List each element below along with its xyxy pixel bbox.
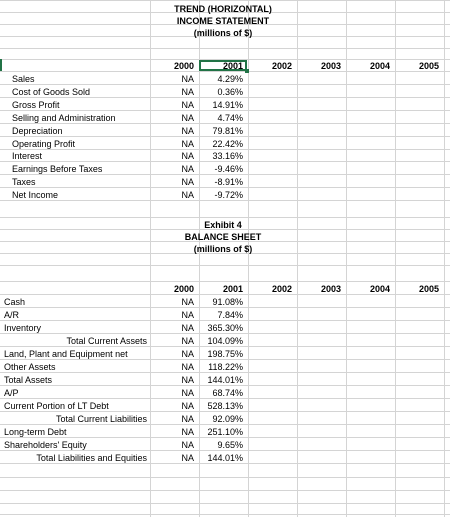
grid-line (0, 84, 450, 85)
value-2000[interactable]: NA (181, 375, 194, 385)
value-2001[interactable]: 4.74% (217, 113, 243, 123)
grid-line (0, 372, 450, 373)
row-label[interactable]: A/R (4, 310, 20, 320)
value-2000[interactable]: NA (181, 388, 194, 398)
year-cell[interactable]: 2000 (173, 284, 194, 294)
grid-line (0, 217, 450, 218)
grid-line (0, 97, 450, 98)
value-2000[interactable]: NA (181, 177, 194, 187)
income-title-3: (millions of $) (193, 28, 253, 38)
year-cell[interactable]: 2004 (369, 61, 390, 71)
value-2001[interactable]: 251.10% (207, 427, 243, 437)
value-2001[interactable]: -9.46% (214, 164, 243, 174)
grid-line (0, 333, 450, 334)
grid-line (0, 123, 450, 124)
value-2000[interactable]: NA (181, 362, 194, 372)
grid-line (0, 307, 450, 308)
grid-line (0, 411, 450, 412)
grid-line (395, 0, 396, 517)
value-2000[interactable]: NA (181, 427, 194, 437)
value-2000[interactable]: NA (181, 190, 194, 200)
value-2001[interactable]: -8.91% (214, 177, 243, 187)
row-label[interactable]: Operating Profit (12, 139, 76, 149)
grid-line (297, 0, 298, 517)
value-2000[interactable]: NA (181, 113, 194, 123)
value-2000[interactable]: NA (181, 74, 194, 84)
year-cell[interactable]: 2003 (320, 61, 341, 71)
value-2000[interactable]: NA (181, 297, 194, 307)
year-cell[interactable]: 2001 (222, 61, 243, 71)
value-2000[interactable]: NA (181, 453, 194, 463)
grid-line (0, 161, 450, 162)
value-2001[interactable]: 0.36% (217, 87, 243, 97)
income-title-1: TREND (HORIZONTAL) (174, 4, 272, 14)
value-2000[interactable]: NA (181, 440, 194, 450)
row-label[interactable]: Cost of Goods Sold (12, 87, 91, 97)
grid-line (0, 281, 450, 282)
grid-line (0, 424, 450, 425)
grid-line (0, 149, 450, 150)
grid-line (0, 514, 450, 515)
grid-line (0, 385, 450, 386)
value-2001[interactable]: 365.30% (207, 323, 243, 333)
balance-title-1: Exhibit 4 (204, 220, 242, 230)
grid-line (0, 503, 450, 504)
grid-line (0, 359, 450, 360)
value-2001[interactable]: 22.42% (212, 139, 243, 149)
year-cell[interactable]: 2005 (418, 284, 439, 294)
grid-line (0, 0, 450, 1)
value-2000[interactable]: NA (181, 336, 194, 346)
row-label[interactable]: Inventory (4, 323, 42, 333)
grid-line (0, 136, 450, 137)
value-2001[interactable]: 79.81% (212, 126, 243, 136)
year-cell[interactable]: 2004 (369, 284, 390, 294)
value-2000[interactable]: NA (181, 87, 194, 97)
row-label[interactable]: Current Portion of LT Debt (4, 401, 109, 411)
grid-line (0, 463, 450, 464)
row-header-marker (0, 59, 2, 71)
row-label[interactable]: Total Assets (4, 375, 53, 385)
grid-line (248, 0, 249, 517)
value-2001[interactable]: 104.09% (207, 336, 243, 346)
grid-line (346, 0, 347, 517)
grid-line (0, 477, 450, 478)
row-label[interactable]: Long-term Debt (4, 427, 67, 437)
value-2001[interactable]: 528.13% (207, 401, 243, 411)
row-label[interactable]: Total Liabilities and Equities (36, 453, 147, 463)
row-label[interactable]: Total Current Liabilities (55, 414, 147, 424)
grid-line (0, 450, 450, 451)
year-cell[interactable]: 2005 (418, 61, 439, 71)
value-2000[interactable]: NA (181, 323, 194, 333)
row-label[interactable]: A/P (4, 388, 19, 398)
value-2000[interactable]: NA (181, 100, 194, 110)
row-label[interactable]: Land, Plant and Equipment net (4, 349, 128, 359)
value-2000[interactable]: NA (181, 164, 194, 174)
value-2001[interactable]: -9.72% (214, 190, 243, 200)
value-2001[interactable]: 144.01% (207, 453, 243, 463)
grid-line (0, 200, 450, 201)
value-2001[interactable]: 198.75% (207, 349, 243, 359)
year-cell[interactable]: 2001 (222, 284, 243, 294)
value-2001[interactable]: 144.01% (207, 375, 243, 385)
value-2001[interactable]: 14.91% (212, 100, 243, 110)
value-2001[interactable]: 9.65% (217, 440, 243, 450)
grid-line (0, 346, 450, 347)
value-2001[interactable]: 4.29% (217, 74, 243, 84)
row-label[interactable]: Gross Profit (12, 100, 60, 110)
row-label[interactable]: Earnings Before Taxes (12, 164, 103, 174)
balance-title-2: BALANCE SHEET (184, 232, 262, 242)
value-2000[interactable]: NA (181, 139, 194, 149)
value-2000[interactable]: NA (181, 349, 194, 359)
row-label[interactable]: Shareholders' Equity (4, 440, 87, 450)
value-2000[interactable]: NA (181, 310, 194, 320)
year-cell[interactable]: 2003 (320, 284, 341, 294)
row-label[interactable]: Total Current Assets (66, 336, 147, 346)
row-label[interactable]: Depreciation (12, 126, 63, 136)
year-cell[interactable]: 2002 (271, 284, 292, 294)
value-2001[interactable]: 33.16% (212, 151, 243, 161)
row-label[interactable]: Net Income (12, 190, 59, 200)
grid-line (0, 398, 450, 399)
grid-line (0, 71, 450, 72)
value-2000[interactable]: NA (181, 151, 194, 161)
grid-line (444, 0, 445, 517)
grid-line (0, 265, 450, 266)
year-cell[interactable]: 2000 (173, 61, 194, 71)
grid-line (0, 490, 450, 491)
grid-line (0, 48, 450, 49)
balance-title-3: (millions of $) (193, 244, 253, 254)
grid-line (0, 294, 450, 295)
value-2001[interactable]: 92.09% (212, 414, 243, 424)
row-label[interactable]: Interest (12, 151, 43, 161)
value-2000[interactable]: NA (181, 401, 194, 411)
row-label[interactable]: Sales (12, 74, 35, 84)
row-label[interactable]: Selling and Administration (12, 113, 116, 123)
value-2001[interactable]: 118.22% (208, 362, 243, 372)
row-label[interactable]: Cash (4, 297, 26, 307)
grid-line (0, 437, 450, 438)
value-2001[interactable]: 68.74% (212, 388, 243, 398)
year-cell[interactable]: 2002 (271, 61, 292, 71)
grid-line (0, 187, 450, 188)
grid-line (0, 320, 450, 321)
value-2001[interactable]: 91.08% (212, 297, 243, 307)
grid-line (0, 174, 450, 175)
row-label[interactable]: Taxes (12, 177, 36, 187)
grid-line (0, 110, 450, 111)
value-2001[interactable]: 7.84% (217, 310, 243, 320)
value-2000[interactable]: NA (181, 414, 194, 424)
income-title-2: INCOME STATEMENT (176, 16, 270, 26)
row-label[interactable]: Other Assets (4, 362, 56, 372)
value-2000[interactable]: NA (181, 126, 194, 136)
